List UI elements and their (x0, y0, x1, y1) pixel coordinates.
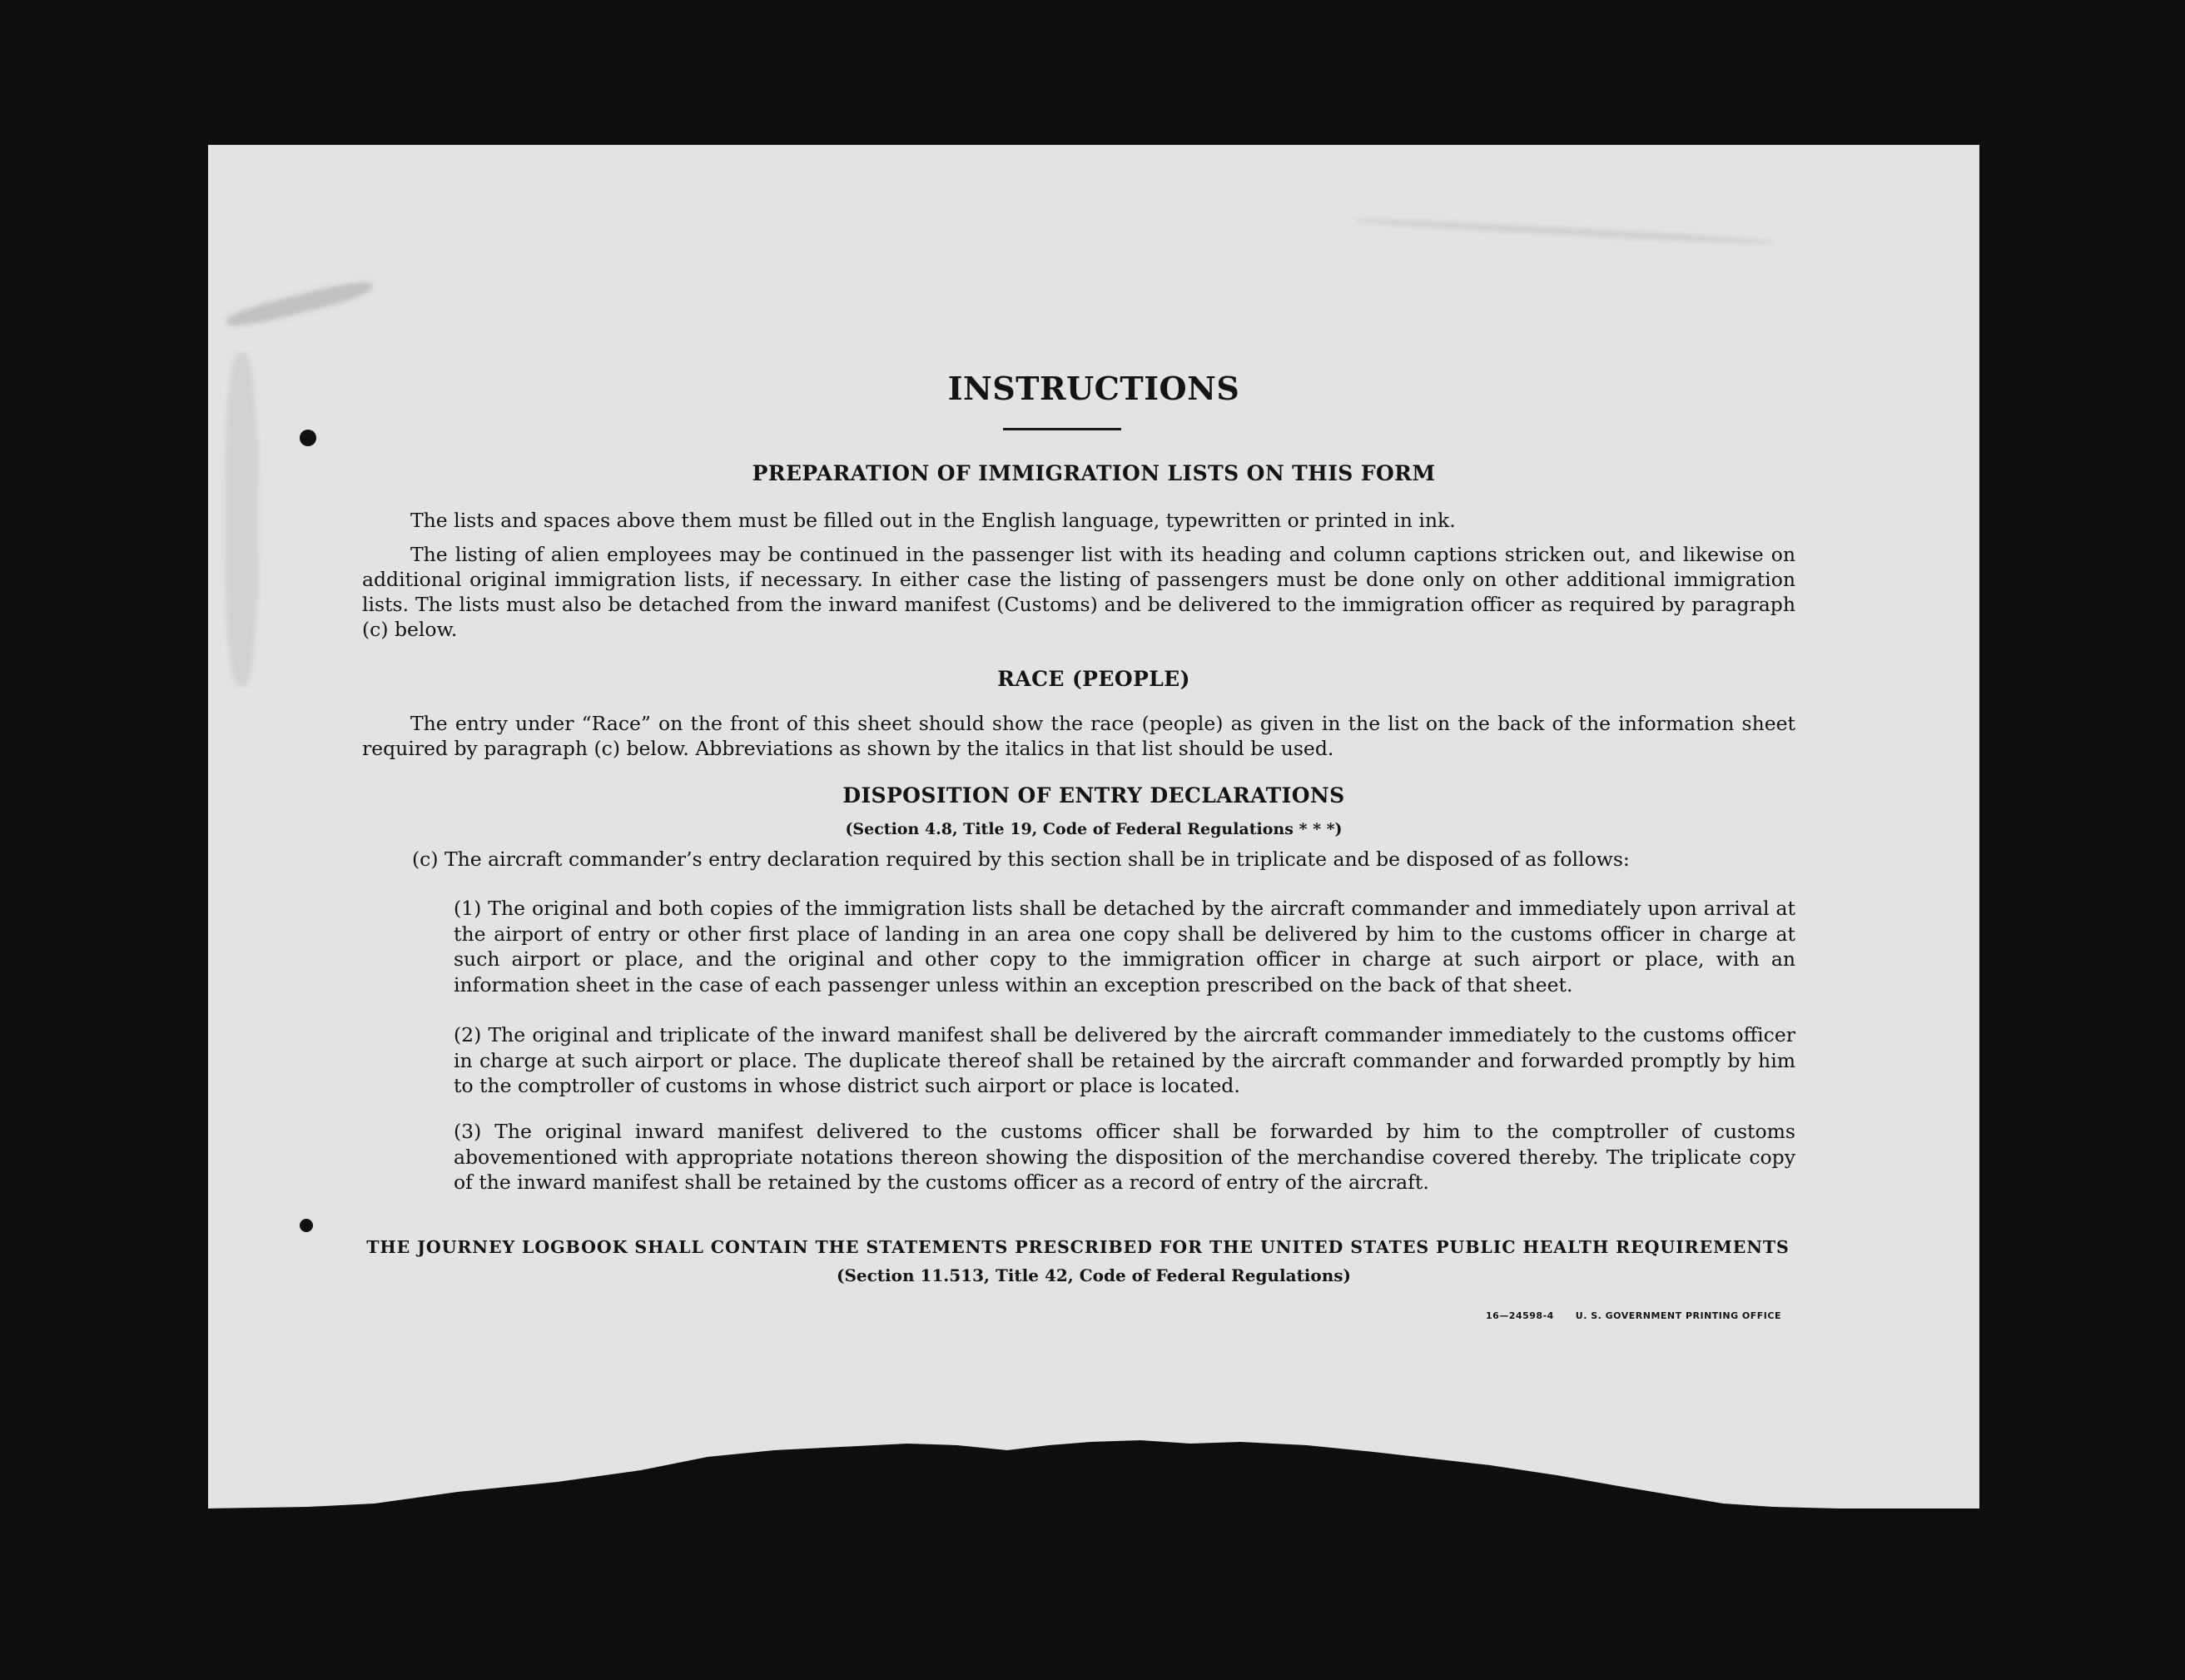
race-paragraph: The entry under “Race” on the front of this sheet should show the race (people) as given in the list on the back of the information sheet required by paragraph (c) below. Abbreviations as shown by the italics in that list should be used. (362, 712, 1795, 760)
printer-footer (1486, 1310, 1781, 1321)
torn-edge (208, 1427, 1979, 1518)
document-page (208, 145, 1979, 1509)
item-number: (1) (454, 897, 482, 920)
health-citation: (Section 11.513, Title 42, Code of Federal Regulations) (836, 1265, 1352, 1285)
preparation-paragraph-1: The lists and spaces above them must be filled out in the English language, typewritten or printed in ink. (410, 509, 1456, 532)
disposition-item-1 (454, 896, 1795, 997)
disposition-item-2 (454, 1022, 1795, 1099)
health-statement: THE JOURNEY LOGBOOK SHALL CONTAIN THE STATEMENTS PRESCRIBED FOR THE UNITED STATES PUBLIC HEALTH REQUIREMENTS (366, 1237, 1790, 1257)
fold-smudge (225, 277, 375, 331)
top-smudge (1357, 217, 1773, 246)
race-heading: RACE (PEOPLE) (997, 667, 1190, 691)
preparation-heading: PREPARATION OF IMMIGRATION LISTS ON THIS FORM (752, 461, 1436, 485)
ink-spot (300, 1219, 313, 1232)
disposition-heading: DISPOSITION OF ENTRY DECLARATIONS (842, 783, 1345, 808)
item-text: The original inward manifest delivered to the customs officer shall be forwarded by him to the comptroller of customs abovementioned with appropriate notations thereon showing the disposition of the merchandise covered thereby. The triplicate copy of the inward manifest shall be retained by the customs officer as a record of entry of the aircraft. (454, 1120, 1795, 1194)
printer-name: U. S. GOVERNMENT PRINTING OFFICE (1575, 1310, 1781, 1321)
intro-text: The aircraft commander’s entry declaration required by this section shall be in triplicate and be disposed of as follows: (444, 847, 1630, 871)
ink-spot (300, 430, 316, 446)
intro-label: (c) (412, 847, 439, 871)
item-text: The original and triplicate of the inward manifest shall be delivered by the aircraft commander immediately to the customs officer in charge at such airport or place. The duplicate thereof shall be retained by the aircraft commander and forwarded promptly by him to the comptroller of customs in whose district such airport or place is located. (454, 1023, 1795, 1097)
disposition-item-3 (454, 1119, 1795, 1195)
disposition-intro (412, 847, 1795, 872)
title-underline (1003, 428, 1121, 430)
preparation-paragraph-2: The listing of alien employees may be continued in the passenger list with its heading and column captions stricken out, and likewise on additional original immigration lists, if necessary. In either case the listing of passengers must be done only on other additional immigration lists. The lists must also be detached from the inward manifest (Customs) and be delivered to the immigration officer as required by paragraph (c) below. (362, 543, 1795, 641)
item-text: The original and both copies of the immigration lists shall be detached by the aircraft commander and immediately upon arrival at the airport of entry or other first place of landing in an area one copy shall be delivered by him to the customs officer in charge at such airport or place, and the original and other copy to the immigration officer in charge at such airport or place, with an information sheet in the case of each passenger unless within an exception prescribed on the back of that sheet. (454, 897, 1795, 997)
item-number: (2) (454, 1023, 482, 1046)
disposition-citation: (Section 4.8, Title 19, Code of Federal Regulations * * *) (845, 820, 1343, 838)
form-code: 16—24598-4 (1486, 1310, 1554, 1321)
item-number: (3) (454, 1120, 482, 1143)
page-title: INSTRUCTIONS (947, 370, 1240, 407)
